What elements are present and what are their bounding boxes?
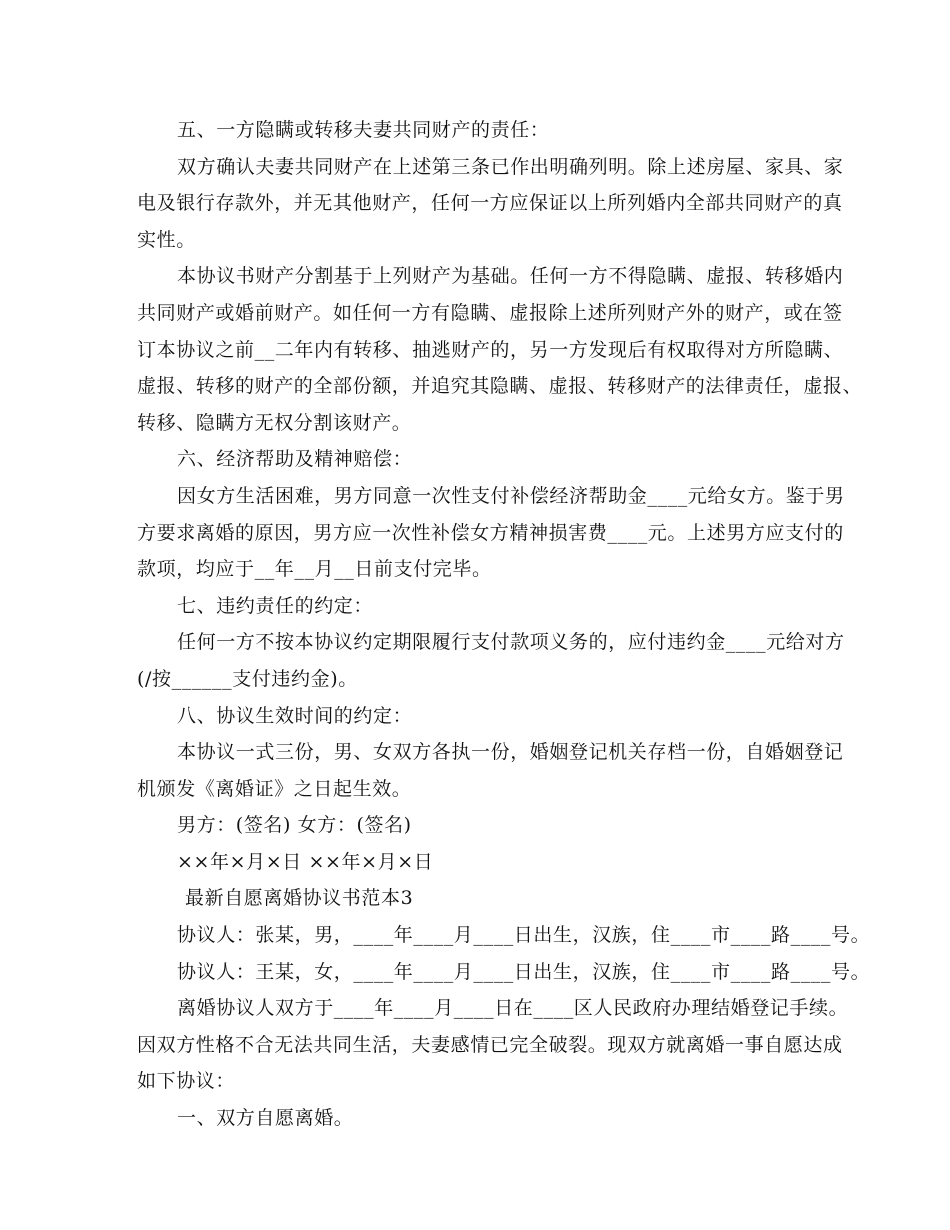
party-line: 协议人：王某，女，____年____月____日出生，汉族，住____市____路____号。: [177, 960, 871, 983]
party-line: 协议人：张某，男，____年____月____日出生，汉族，住____市____路____号。: [177, 924, 871, 947]
paragraph-line: 机颁发《离婚证》之日起生效。: [137, 777, 412, 800]
paragraph-line: 共同财产或婚前财产。如任何一方有隐瞒、虚报除上述所列财产外的财产，或在签: [137, 301, 843, 324]
template-title: 最新自愿离婚协议书范本3: [185, 887, 414, 910]
paragraph-line: 方要求离婚的原因，男方应一次性补偿女方精神损害费____元。上述男方应支付的: [137, 521, 844, 544]
paragraph-line: 如下协议：: [137, 1070, 236, 1093]
paragraph-line: 转移、隐瞒方无权分割该财产。: [137, 411, 412, 434]
paragraph-line: 离婚协议人双方于____年____月____日在____区人民政府办理结婚登记手续。: [177, 997, 849, 1020]
section-heading: 五、一方隐瞒或转移夫妻共同财产的责任：: [177, 119, 550, 141]
section-heading: 七、违约责任的约定：: [177, 594, 374, 617]
paragraph-line: 款项，均应于__年__月__日前支付完毕。: [137, 558, 492, 581]
paragraph-line: 双方确认夫妻共同财产在上述第三条已作出明确列明。除上述房屋、家具、家: [177, 155, 844, 178]
paragraph-line: 电及银行存款外，并无其他财产，任何一方应保证以上所列婚内全部共同财产的真: [137, 192, 843, 215]
date-line: ××年×月×日 ××年×月×日: [177, 850, 434, 873]
paragraph-line: 因女方生活困难，男方同意一次性支付补偿经济帮助金____元给女方。鉴于男: [177, 484, 845, 507]
paragraph-line: 虚报、转移的财产的全部份额，并追究其隐瞒、虚报、转移财产的法律责任，虚报、: [137, 375, 863, 398]
signature-line: 男方：(签名) 女方：(签名): [177, 814, 412, 837]
paragraph-line: 本协议一式三份，男、女双方各执一份，婚姻登记机关存档一份，自婚姻登记: [177, 741, 844, 764]
paragraph-line: 实性。: [137, 228, 196, 251]
paragraph-line: 本协议书财产分割基于上列财产为基础。任何一方不得隐瞒、虚报、转移婚内: [177, 265, 844, 288]
paragraph-line: 因双方性格不合无法共同生活，夫妻感情已完全破裂。现双方就离婚一事自愿达成: [137, 1033, 843, 1056]
section-heading: 一、双方自愿离婚。: [177, 1107, 354, 1130]
paragraph-line: (/按______支付违约金)。: [137, 667, 358, 690]
paragraph-line: 任何一方不按本协议约定期限履行支付款项义务的，应付违约金____元给对方: [177, 631, 845, 654]
document-body: [137, 112, 871, 1137]
section-heading: 八、协议生效时间的约定：: [177, 704, 413, 727]
paragraph-line: 订本协议之前__二年内有转移、抽逃财产的，另一方发现后有权取得对方所隐瞒、: [137, 338, 844, 361]
section-heading: 六、经济帮助及精神赔偿：: [177, 448, 413, 471]
